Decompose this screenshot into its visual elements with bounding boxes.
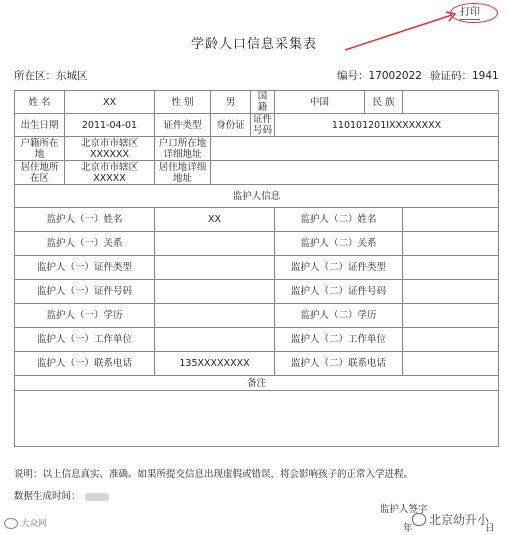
wechat-icon (412, 513, 426, 526)
cell-g1-phone-label: 监护人（一）联系电话 (15, 352, 155, 376)
cell-name-value: XX (65, 91, 155, 114)
district-label: 所在区：东城区 (14, 70, 88, 82)
cell-nationality-label: 国 籍 (251, 91, 275, 114)
cell-g1-rel-value (155, 232, 275, 256)
cell-g1-work-label: 监护人（一）工作单位 (15, 328, 155, 352)
cell-residence-value: 北京市市辖区XXXXX (65, 161, 155, 185)
generated-time-label: 数据生成时间： (14, 491, 81, 502)
cell-residence-addr-label: 居住地详细地址 (155, 161, 211, 185)
cell-hukou-label: 户籍所在地 (15, 137, 65, 161)
cell-g2-edu-value (403, 304, 499, 328)
info-table (14, 90, 499, 447)
guardian-section-header: 监护人信息 (15, 185, 499, 208)
cell-g1-idtype-value (155, 256, 275, 280)
disclaimer-note: 说明：以上信息真实、准确。如果所提交信息出现虚假或错误，将会影响孩子的正常入学进程。 (14, 469, 414, 480)
cell-g2-work-value (403, 328, 499, 352)
watermark-right (412, 511, 489, 528)
cell-idnum-label: 证件号码 (251, 114, 275, 137)
cell-gender-label: 性 别 (155, 91, 211, 114)
print-link[interactable]: 打印 (460, 7, 480, 18)
weibo-icon (4, 518, 18, 529)
watermark-left-text: 大众网 (21, 519, 47, 529)
cell-hukou-addr-value (211, 137, 499, 161)
cell-g2-phone-label: 监护人（二）联系电话 (275, 352, 403, 376)
cell-dob-value: 2011-04-01 (65, 114, 155, 137)
cell-ethnicity-label: 民 族 (365, 91, 403, 114)
cell-residence-addr-value (211, 161, 499, 185)
cell-dob-label: 出生日期 (15, 114, 65, 137)
cell-g2-name-value (403, 208, 499, 232)
cell-g1-idtype-label: 监护人（一）证件类型 (15, 256, 155, 280)
cell-g1-work-value (155, 328, 275, 352)
cell-g1-name-value: XX (155, 208, 275, 232)
watermark-right-text: 北京幼升小 (429, 513, 490, 527)
year-label: 年 (403, 523, 413, 534)
cell-g1-edu-label: 监护人（一）学历 (15, 304, 155, 328)
cell-g2-idtype-value (403, 256, 499, 280)
guardian-signature-label: 监护人签字 (380, 504, 428, 515)
cell-g1-rel-label: 监护人（一）关系 (15, 232, 155, 256)
cell-idtype-label: 证件类型 (155, 114, 211, 137)
remarks-body (15, 391, 499, 447)
cell-g1-phone-value: 135XXXXXXXX (155, 352, 275, 376)
remarks-header: 备注 (15, 376, 499, 391)
generated-time (14, 488, 109, 502)
cell-gender-value: 男 (211, 91, 251, 114)
day-label: 日 (485, 523, 495, 534)
cell-residence-label: 居住地所在区 (15, 161, 65, 185)
cell-g2-idnum-value (403, 280, 499, 304)
cell-name-label: 姓 名 (15, 91, 65, 114)
cell-idtype-value: 身份证 (211, 114, 251, 137)
cell-g2-edu-label: 监护人（二）学历 (275, 304, 403, 328)
cell-idnum-value: 110101201IXXXXXXXX (275, 114, 499, 137)
cell-hukou-addr-label: 户口所在地详细地址 (155, 137, 211, 161)
cell-nationality-value: 中国 (275, 91, 365, 114)
cell-g1-idnum-label: 监护人（一）证件号码 (15, 280, 155, 304)
cell-g2-idtype-label: 监护人（二）证件类型 (275, 256, 403, 280)
cell-g1-name-label: 监护人（一）姓名 (15, 208, 155, 232)
cell-g1-idnum-value (155, 280, 275, 304)
cell-g2-rel-value (403, 232, 499, 256)
cell-g2-work-label: 监护人（二）工作单位 (275, 328, 403, 352)
cell-g2-phone-value (403, 352, 499, 376)
watermark-left (4, 517, 47, 529)
cell-g2-rel-label: 监护人（二）关系 (275, 232, 403, 256)
cell-g2-name-label: 监护人（二）姓名 (275, 208, 403, 232)
serial-number: 编号：17002022 (337, 70, 422, 82)
page-title: 学龄人口信息采集表 (190, 37, 317, 52)
cell-hukou-value: 北京市市辖区XXXXXX (65, 137, 155, 161)
red-arrow-head (446, 12, 455, 21)
cell-ethnicity-value (403, 91, 499, 114)
cell-g1-edu-value (155, 304, 275, 328)
verification-code: 验证码：1941 (430, 70, 499, 82)
cell-g2-idnum-label: 监护人（二）证件号码 (275, 280, 403, 304)
redacted-time-blur (85, 493, 109, 501)
